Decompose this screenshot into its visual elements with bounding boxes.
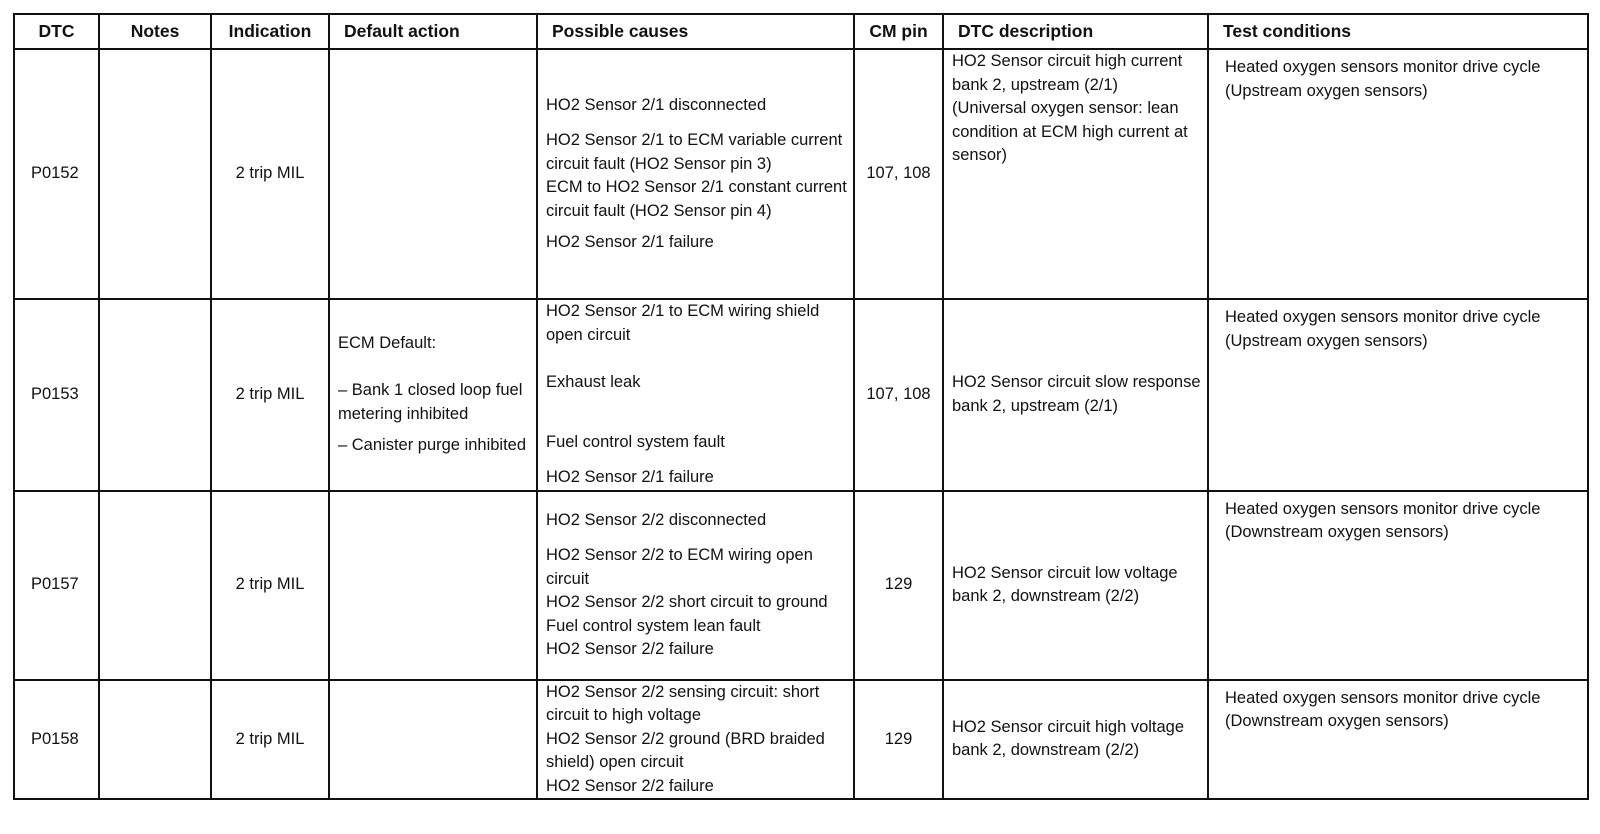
header-dtc-description: DTC description [943,14,1208,49]
description-line: HO2 Sensor circuit high current bank 2, upstream (2/1) [952,52,1183,94]
header-notes: Notes [99,14,211,49]
default-action-cell [329,491,537,680]
cm-pin-cell: 129 [854,680,943,800]
possible-causes-cell [537,299,854,491]
dtc-description-cell [943,49,1208,299]
dtc-code: P0157 [14,491,99,680]
cause-item: HO2 Sensor 2/2 failure [546,640,714,658]
dtc-description-cell: HO2 Sensor circuit slow response bank 2, upstream (2/1) [943,299,1208,491]
table-row [14,299,1588,491]
cause-item: HO2 Sensor 2/1 failure [546,468,714,486]
notes-cell [99,299,211,491]
possible-causes-cell [537,49,854,299]
dtc-table [13,13,1589,800]
possible-causes-cell [537,491,854,680]
notes-cell [99,49,211,299]
cause-item: HO2 Sensor 2/2 failure [546,776,714,795]
test-conditions-cell: Heated oxygen sensors monitor drive cycle (Upstream oxygen sensors) [1208,49,1588,299]
table-row [14,49,1588,299]
dtc-code: P0158 [14,680,99,800]
cause-item: HO2 Sensor 2/1 to ECM variable current circuit fault (HO2 Sensor pin 3) [546,131,843,173]
header-test-conditions: Test conditions [1208,14,1588,49]
notes-cell [99,491,211,680]
header-default-action: Default action [329,14,537,49]
cm-pin-cell: 107, 108 [854,299,943,491]
header-cm-pin: CM pin [854,14,943,49]
dtc-code: P0152 [14,49,99,299]
header-row [14,14,1588,49]
cause-item: HO2 Sensor 2/2 short circuit to ground [546,593,828,611]
test-conditions-cell: Heated oxygen sensors monitor drive cycle (Downstream oxygen sensors) [1208,680,1588,800]
cause-item: Exhaust leak [546,373,641,391]
table-row [14,491,1588,680]
indication-cell: 2 trip MIL [211,49,329,299]
dtc-description-cell: HO2 Sensor circuit high voltage bank 2, downstream (2/2) [943,680,1208,800]
header-indication: Indication [211,14,329,49]
indication-cell: 2 trip MIL [211,299,329,491]
cause-item: HO2 Sensor 2/2 ground (BRD braided shield) open circuit [546,729,825,771]
cause-item: HO2 Sensor 2/1 failure [546,233,714,251]
test-conditions-cell: Heated oxygen sensors monitor drive cycle (Downstream oxygen sensors) [1208,491,1588,680]
cm-pin-cell: 107, 108 [854,49,943,299]
default-action-line: – Canister purge inhibited [338,436,527,455]
cause-item: HO2 Sensor 2/2 disconnected [546,510,767,529]
cause-item: HO2 Sensor 2/1 disconnected [546,95,767,114]
indication-cell: 2 trip MIL [211,491,329,680]
dtc-code: P0153 [14,299,99,491]
test-conditions-cell: Heated oxygen sensors monitor drive cycle (Upstream oxygen sensors) [1208,299,1588,491]
default-action-line: – Bank 1 closed loop fuel metering inhibited [338,381,523,423]
default-action-cell [329,680,537,800]
dtc-description-cell: HO2 Sensor circuit low voltage bank 2, downstream (2/2) [943,491,1208,680]
cm-pin-cell: 129 [854,491,943,680]
header-dtc: DTC [14,14,99,49]
cause-item: HO2 Sensor 2/2 sensing circuit: short circuit to high voltage [546,682,820,724]
header-possible-causes: Possible causes [537,14,854,49]
default-action-line: ECM Default: [338,333,437,352]
notes-cell [99,680,211,800]
cause-item: ECM to HO2 Sensor 2/1 constant current circuit fault (HO2 Sensor pin 4) [546,178,847,220]
description-line: (Universal oxygen sensor: lean condition at ECM high current at sensor) [952,99,1188,164]
cause-item: HO2 Sensor 2/2 to ECM wiring open circuit [546,546,813,588]
cause-item: HO2 Sensor 2/1 to ECM wiring shield open circuit [546,302,820,344]
default-action-cell [329,49,537,299]
cause-item: Fuel control system lean fault [546,616,761,635]
possible-causes-cell [537,680,854,800]
default-action-cell [329,299,537,491]
indication-cell: 2 trip MIL [211,680,329,800]
cause-item: Fuel control system fault [546,432,725,451]
table-row [14,680,1588,800]
